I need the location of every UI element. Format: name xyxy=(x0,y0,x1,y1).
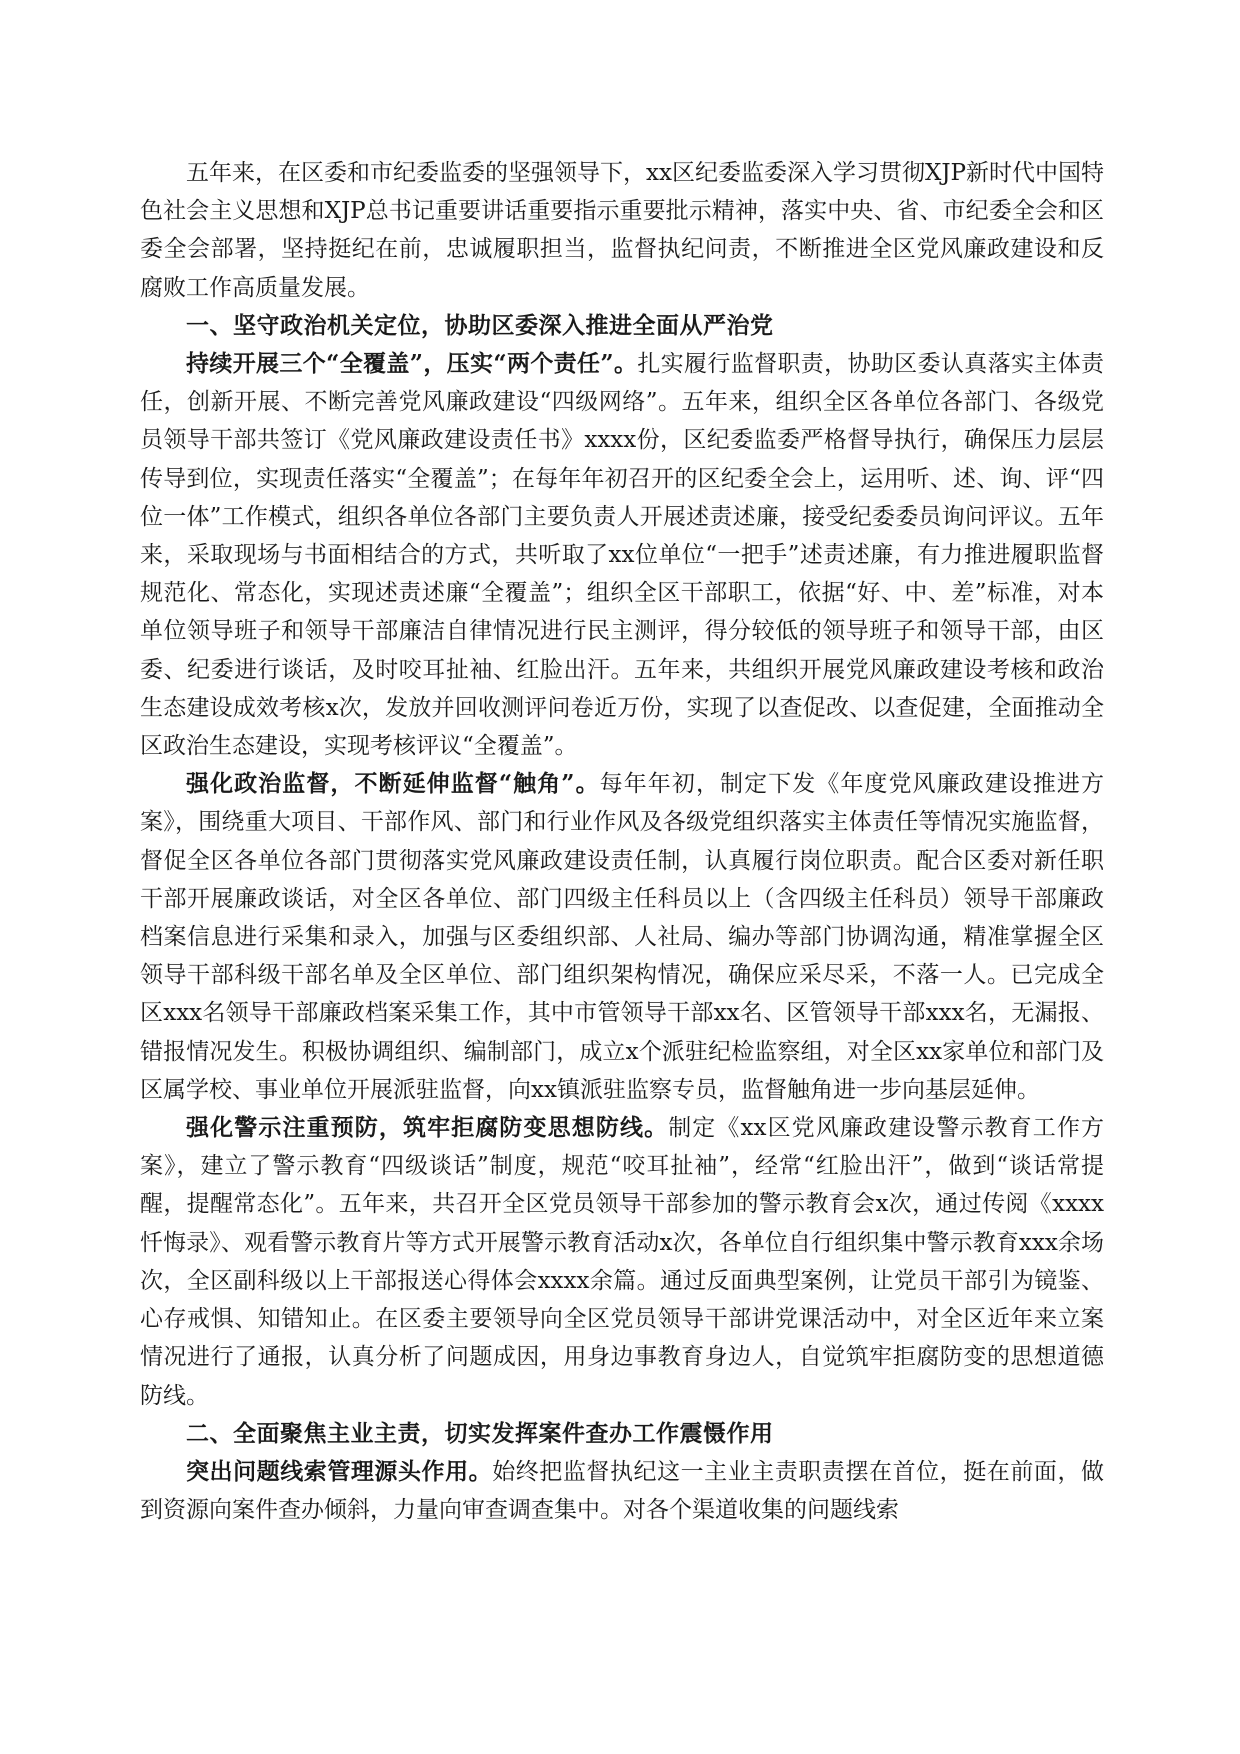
section1-heading: 一、坚守政治机关定位，协助区委深入推进全面从严治党 xyxy=(186,311,774,339)
paragraph-body: 制定《xx区党风廉政建设警示教育工作方案》，建立了警示教育“四级谈话”制度，规范“咬耳扯袖”，经常“红脸出汗”，做到“谈话常提醒，提醒常态化”。五年来，共召开全区党员领导干部参加的警示教育会x次，通过传阅《xxxx忏悔录》、观看警示教育片等方式开展警示教育活动x次，各单位自行组织集中警示教育xxx余场次，全区副科级以上干部报送心得体会xxxx余篇。通过反面典型案例，让党员干部引为镜鉴、心存戒惧、知错知止。在区委主要领导向全区党员领导干部讲党课活动中，对全区近年来立案情况进行了通报，认真分析了问题成因，用身边事教育身边人，自觉筑牢拒腐防变的思想道德防线。 xyxy=(140,1115,1104,1409)
paragraph-lead: 突出问题线索管理源头作用。 xyxy=(186,1457,493,1485)
section2-paragraph-1 xyxy=(140,1453,1104,1529)
paragraph-lead: 持续开展三个“全覆盖”，压实“两个责任”。 xyxy=(186,350,638,378)
section2-heading: 二、全面聚焦主业主责，切实发挥案件查办工作震慑作用 xyxy=(186,1419,774,1447)
section1-paragraph-1 xyxy=(140,345,1104,765)
paragraph-body: 扎实履行监督职责，协助区委认真落实主体责任，创新开展、不断完善党风廉政建设“四级网络”。五年来，组织全区各单位各部门、各级党员领导干部共签订《党风廉政建设责任书》xxxx份，区纪委监委严格督导执行，确保压力层层传导到位，实现责任落实“全覆盖”；在每年年初召开的区纪委全会上，运用听、述、询、评“四位一体”工作模式，组织各单位各部门主要负责人开展述责述廉，接受纪委委员询问评议。五年来，采取现场与书面相结合的方式，共听取了xx位单位“一把手”述责述廉，有力推进履职监督规范化、常态化，实现述责述廉“全覆盖”；组织全区干部职工，依据“好、中、差”标准，对本单位领导班子和领导干部廉洁自律情况进行民主测评，得分较低的领导班子和领导干部，由区委、纪委进行谈话，及时咬耳扯袖、红脸出汗。五年来，共组织开展党风廉政建设考核和政治生态建设成效考核x次，发放并回收测评问卷近万份，实现了以查促改、以查促建，全面推动全区政治生态建设，实现考核评议“全覆盖”。 xyxy=(140,351,1104,760)
intro-paragraph: 五年来，在区委和市纪委监委的坚强领导下，xx区纪委监委深入学习贯彻XJP新时代中国特色社会主义思想和XJP总书记重要讲话重要指示重要批示精神，落实中央、省、市纪委全会和区委全会部署，坚持挺纪在前，忠诚履职担当，监督执纪问责，不断推进全区党风廉政建设和反腐败工作高质量发展。 xyxy=(140,160,1105,301)
paragraph-body: 始终把监督执纪这一主业主责职责摆在首位，挺在前面，做到资源向案件查办倾斜，力量向审查调查集中。对各个渠道收集的问题线索 xyxy=(140,1458,1105,1524)
document-page xyxy=(140,154,1104,1529)
paragraph-body: 每年年初，制定下发《年度党风廉政建设推进方案》，围绕重大项目、干部作风、部门和行业作风及各级党组织落实主体责任等情况实施监督，督促全区各单位各部门贯彻落实党风廉政建设责任制，认真履行岗位职责。配合区委对新任职干部开展廉政谈话，对全区各单位、部门四级主任科员以上（含四级主任科员）领导干部廉政档案信息进行采集和录入，加强与区委组织部、人社局、编办等部门协调沟通，精准掌握全区领导干部科级干部名单及全区单位、部门组织架构情况，确保应采尽采，不落一人。已完成全区xxx名领导干部廉政档案采集工作，其中市管领导干部xx名、区管领导干部xxx名，无漏报、错报情况发生。积极协调组织、编制部门，成立x个派驻纪检监察组，对全区xx家单位和部门及区属学校、事业单位开展派驻监督，向xx镇派驻监察专员，监督触角进一步向基层延伸。 xyxy=(140,771,1105,1103)
paragraph-lead: 强化警示注重预防，筑牢拒腐防变思想防线。 xyxy=(186,1114,669,1142)
section1-paragraph-3 xyxy=(140,1109,1104,1415)
paragraph-lead: 强化政治监督，不断延伸监督“触角”。 xyxy=(186,770,600,798)
section1-paragraph-2 xyxy=(140,765,1104,1109)
